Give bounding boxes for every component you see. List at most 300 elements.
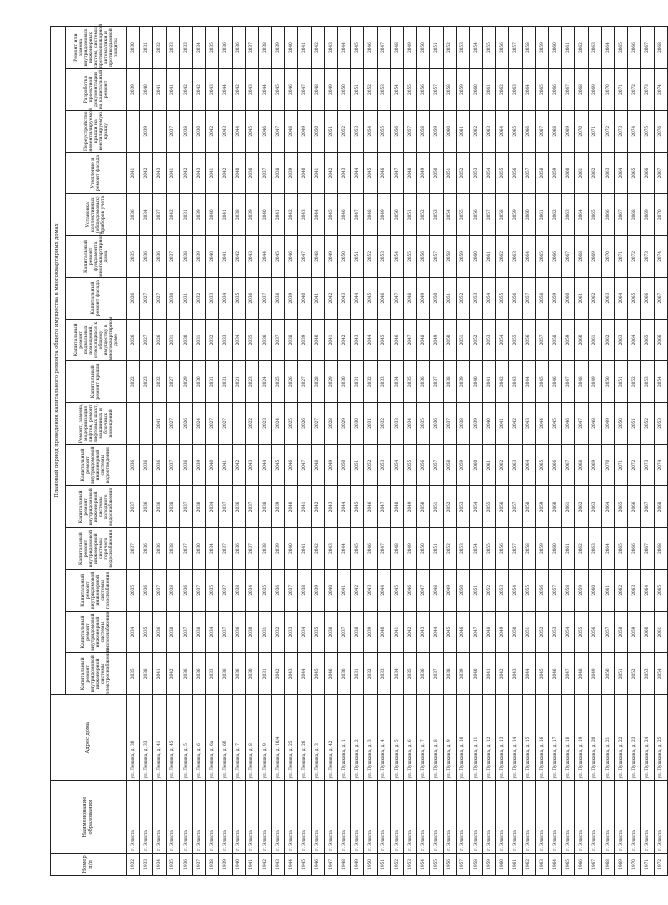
- row-year-cell: 2025: [285, 403, 298, 445]
- row-year-cell: 2037: [258, 277, 271, 319]
- row-year-cell: 2046: [456, 611, 469, 653]
- row-year-cell: 2042: [166, 194, 179, 236]
- row-year-cell: 2040: [311, 319, 324, 361]
- row-year-cell: 2053: [351, 110, 364, 152]
- row-year-cell: 2051: [469, 569, 482, 611]
- row-year-cell: 2033: [179, 27, 192, 69]
- row-year-cell: 2054: [364, 110, 377, 152]
- row-year-cell: 2037: [179, 486, 192, 528]
- row-year-cell: 2069: [588, 236, 601, 278]
- row-year-cell: 2065: [535, 236, 548, 278]
- row-year-cell: 2062: [588, 152, 601, 194]
- row-year-cell: 2053: [654, 403, 667, 445]
- row-year-cell: 2059: [509, 194, 522, 236]
- table-row: [127, 27, 140, 876]
- row-year-cell: 2066: [641, 152, 654, 194]
- row-year-cell: 2045: [272, 236, 285, 278]
- row-year-cell: 2046: [285, 69, 298, 111]
- table-row: [456, 27, 469, 876]
- table-row: [364, 27, 377, 876]
- row-year-cell: 2034: [206, 486, 219, 528]
- row-year-cell: 2032: [206, 319, 219, 361]
- row-year-cell: 2051: [456, 319, 469, 361]
- header-column: Капитальный ремонт внутридомовой инженерной системы теплоснабжения: [66, 611, 127, 653]
- row-year-cell: 2041: [272, 194, 285, 236]
- row-number: 1952: [390, 853, 403, 875]
- row-year-cell: 2048: [403, 152, 416, 194]
- row-year-cell: 2045: [443, 611, 456, 653]
- row-year-cell: 2061: [562, 27, 575, 69]
- row-year-cell: 2055: [456, 194, 469, 236]
- rotated-table-wrapper: [50, 23, 663, 876]
- row-address: ул. Ленина, д. 30: [127, 695, 140, 781]
- row-year-cell: 2030: [192, 361, 205, 403]
- row-year-cell: 2038: [272, 277, 285, 319]
- row-number: 1938: [206, 853, 219, 875]
- row-year-cell: 2048: [311, 69, 324, 111]
- row-year-cell: 2030: [192, 110, 205, 152]
- row-year-cell: 2038: [166, 611, 179, 653]
- row-year-cell: 2044: [338, 528, 351, 570]
- row-address: ул. Пушкина, д. 11: [469, 695, 482, 781]
- row-year-cell: 2050: [417, 528, 430, 570]
- row-municipality: г. Элиста: [127, 781, 140, 853]
- row-year-cell: 2054: [509, 569, 522, 611]
- row-year-cell: 2039: [285, 152, 298, 194]
- row-year-cell: 2063: [588, 528, 601, 570]
- row-year-cell: 2034: [245, 569, 258, 611]
- row-municipality: г. Элиста: [192, 781, 205, 853]
- row-year-cell: 2030: [192, 528, 205, 570]
- row-year-cell: 2056: [390, 110, 403, 152]
- row-year-cell: 2054: [390, 236, 403, 278]
- row-year-cell: 2043: [298, 194, 311, 236]
- row-number: 1951: [377, 853, 390, 875]
- header-column: Капитальный ремонт внутридомовой инженерной системы водоотведения: [66, 444, 127, 486]
- row-year-cell: 2035: [258, 569, 271, 611]
- row-municipality: г. Элиста: [285, 781, 298, 853]
- row-year-cell: 2051: [628, 403, 641, 445]
- row-year-cell: 2032: [153, 361, 166, 403]
- row-number: 1947: [324, 853, 337, 875]
- row-year-cell: 2042: [324, 277, 337, 319]
- row-year-cell: 2036: [153, 444, 166, 486]
- header-address: Адрес дома: [51, 695, 127, 781]
- row-year-cell: 2074: [628, 110, 641, 152]
- row-year-cell: 2027: [166, 403, 179, 445]
- table-row: [245, 27, 258, 876]
- row-year-cell: 2037: [219, 486, 232, 528]
- row-year-cell: 2038: [258, 27, 271, 69]
- header-column: Ремонт, замена, модернизация лифтов, ремонт лифтовых шахт, машинных и блочных помещений: [66, 403, 127, 445]
- row-municipality: г. Элиста: [403, 781, 416, 853]
- row-year-cell: 2043: [509, 653, 522, 695]
- row-year-cell: 2043: [245, 236, 258, 278]
- row-address: ул. Пушкина, д. 3: [364, 695, 377, 781]
- row-year-cell: 2072: [628, 69, 641, 111]
- row-year-cell: 2044: [535, 403, 548, 445]
- row-year-cell: 2031: [179, 277, 192, 319]
- row-year-cell: 2036: [127, 194, 140, 236]
- row-number: 1956: [443, 853, 456, 875]
- row-number: 1968: [601, 853, 614, 875]
- row-year-cell: 2037: [166, 110, 179, 152]
- row-year-cell: 2038: [443, 361, 456, 403]
- row-year-cell: 2058: [535, 277, 548, 319]
- row-number: 1972: [654, 853, 667, 875]
- row-year-cell: 2057: [430, 69, 443, 111]
- row-year-cell: 2064: [601, 528, 614, 570]
- row-year-cell: 2051: [324, 110, 337, 152]
- row-year-cell: 2058: [496, 194, 509, 236]
- row-year-cell: 2041: [153, 69, 166, 111]
- row-year-cell: 2049: [601, 403, 614, 445]
- table-row: [140, 27, 153, 876]
- row-year-cell: 2031: [206, 361, 219, 403]
- row-year-cell: 2037: [179, 611, 192, 653]
- row-year-cell: 2027: [153, 277, 166, 319]
- row-number: 1935: [166, 853, 179, 875]
- row-year-cell: 2056: [588, 611, 601, 653]
- row-year-cell: 2061: [575, 277, 588, 319]
- row-municipality: г. Элиста: [430, 781, 443, 853]
- table-row: [628, 27, 641, 876]
- row-municipality: г. Элиста: [628, 781, 641, 853]
- row-year-cell: 2042: [232, 444, 245, 486]
- row-year-cell: 2068: [575, 236, 588, 278]
- row-year-cell: 2067: [562, 236, 575, 278]
- row-municipality: г. Элиста: [219, 781, 232, 853]
- row-year-cell: 2061: [483, 236, 496, 278]
- row-year-cell: 2039: [272, 528, 285, 570]
- row-year-cell: 2046: [377, 277, 390, 319]
- row-year-cell: 2070: [601, 69, 614, 111]
- row-year-cell: 2071: [614, 236, 627, 278]
- row-address: ул. Пушкина, д. 8: [430, 695, 443, 781]
- row-year-cell: 2037: [443, 403, 456, 445]
- row-municipality: г. Элиста: [311, 781, 324, 853]
- row-year-cell: 2050: [417, 27, 430, 69]
- row-year-cell: 2054: [390, 69, 403, 111]
- row-year-cell: 2042: [179, 152, 192, 194]
- row-year-cell: 2043: [338, 152, 351, 194]
- row-municipality: г. Элиста: [153, 781, 166, 853]
- row-year-cell: 2055: [483, 528, 496, 570]
- row-year-cell: 2039: [272, 486, 285, 528]
- row-year-cell: 2036: [232, 27, 245, 69]
- row-municipality: г. Элиста: [417, 781, 430, 853]
- row-number: 1969: [614, 853, 627, 875]
- row-year-cell: 2061: [456, 110, 469, 152]
- row-year-cell: 2063: [509, 69, 522, 111]
- row-year-cell: 2045: [351, 528, 364, 570]
- row-year-cell: 2036: [140, 569, 153, 611]
- row-year-cell: [140, 403, 153, 445]
- row-year-cell: 2044: [219, 69, 232, 111]
- row-year-cell: 2048: [403, 277, 416, 319]
- row-year-cell: 2046: [338, 194, 351, 236]
- row-year-cell: 2029: [324, 361, 337, 403]
- row-year-cell: 2039: [272, 27, 285, 69]
- row-year-cell: 2037: [219, 611, 232, 653]
- row-year-cell: 2059: [549, 277, 562, 319]
- row-year-cell: 2070: [601, 444, 614, 486]
- row-year-cell: 2026: [127, 277, 140, 319]
- row-year-cell: 2074: [654, 444, 667, 486]
- row-year-cell: 2030: [245, 653, 258, 695]
- row-address: ул. Пушкина, д. 18: [562, 695, 575, 781]
- table-row: [443, 27, 456, 876]
- row-year-cell: 2043: [351, 319, 364, 361]
- row-year-cell: 2060: [549, 27, 562, 69]
- row-year-cell: 2066: [641, 277, 654, 319]
- row-address: ул. Пушкина, д. 1: [338, 695, 351, 781]
- row-year-cell: 2047: [575, 403, 588, 445]
- row-year-cell: 2044: [232, 110, 245, 152]
- row-year-cell: 2065: [509, 110, 522, 152]
- row-year-cell: 2054: [562, 611, 575, 653]
- row-year-cell: 2048: [430, 569, 443, 611]
- row-year-cell: 2043: [245, 69, 258, 111]
- row-year-cell: 2062: [614, 569, 627, 611]
- row-year-cell: 2043: [338, 277, 351, 319]
- header-number: Номер п/п: [51, 853, 127, 875]
- row-year-cell: 2049: [403, 27, 416, 69]
- row-year-cell: 2033: [219, 319, 232, 361]
- row-year-cell: 2053: [456, 486, 469, 528]
- row-year-cell: 2029: [179, 361, 192, 403]
- row-year-cell: 2027: [298, 361, 311, 403]
- row-year-cell: 2049: [417, 152, 430, 194]
- row-year-cell: 2035: [127, 653, 140, 695]
- row-year-cell: 2053: [641, 653, 654, 695]
- row-year-cell: 2054: [483, 152, 496, 194]
- row-year-cell: 2063: [588, 27, 601, 69]
- row-year-cell: 2051: [614, 653, 627, 695]
- row-year-cell: 2037: [430, 653, 443, 695]
- row-year-cell: 2027: [166, 361, 179, 403]
- row-year-cell: 2052: [469, 319, 482, 361]
- row-year-cell: 2036: [232, 653, 245, 695]
- row-year-cell: 2056: [496, 486, 509, 528]
- row-year-cell: 2064: [614, 277, 627, 319]
- row-year-cell: 2041: [311, 277, 324, 319]
- row-year-cell: 2046: [377, 152, 390, 194]
- row-municipality: г. Элиста: [614, 781, 627, 853]
- row-year-cell: 2050: [509, 611, 522, 653]
- row-year-cell: 2026: [298, 403, 311, 445]
- row-year-cell: 2048: [390, 486, 403, 528]
- row-year-cell: 2024: [258, 361, 271, 403]
- row-municipality: г. Элиста: [338, 781, 351, 853]
- row-municipality: г. Элиста: [166, 781, 179, 853]
- row-year-cell: 2061: [535, 194, 548, 236]
- table-row: [351, 27, 364, 876]
- row-year-cell: 2041: [166, 69, 179, 111]
- header-column: Капитальный ремонт внутридомовой инженерной системы холодного водоснабжения: [66, 486, 127, 528]
- row-year-cell: 2061: [575, 152, 588, 194]
- row-year-cell: 2064: [522, 236, 535, 278]
- row-year-cell: 2025: [272, 361, 285, 403]
- row-year-cell: 2076: [654, 110, 667, 152]
- row-address: ул. Ленина, д. 6: [192, 695, 205, 781]
- row-year-cell: 2059: [549, 152, 562, 194]
- table-row: [285, 27, 298, 876]
- table-row: [298, 27, 311, 876]
- row-year-cell: 2074: [654, 69, 667, 111]
- row-number: 1942: [258, 853, 271, 875]
- row-number: 1955: [430, 853, 443, 875]
- row-year-cell: 2053: [456, 528, 469, 570]
- row-year-cell: 2040: [285, 486, 298, 528]
- row-year-cell: 2034: [206, 611, 219, 653]
- table-row: [206, 27, 219, 876]
- row-year-cell: 2043: [192, 152, 205, 194]
- row-year-cell: 2054: [654, 653, 667, 695]
- row-year-cell: 2042: [192, 69, 205, 111]
- row-year-cell: 2052: [628, 361, 641, 403]
- row-year-cell: 2034: [192, 27, 205, 69]
- row-municipality: г. Элиста: [562, 781, 575, 853]
- row-address: ул. Пушкина, д. 15: [522, 695, 535, 781]
- row-year-cell: 2044: [522, 361, 535, 403]
- row-year-cell: 2045: [364, 152, 377, 194]
- header-period-group: Плановый период проведения капитального ремонта общего имущества в многоквартирных домах: [51, 27, 66, 695]
- row-year-cell: 2039: [245, 194, 258, 236]
- row-number: 1966: [575, 853, 588, 875]
- row-year-cell: 2041: [153, 653, 166, 695]
- row-year-cell: 2032: [364, 361, 377, 403]
- row-year-cell: 2044: [338, 27, 351, 69]
- row-year-cell: 2044: [298, 653, 311, 695]
- row-year-cell: 2048: [575, 653, 588, 695]
- row-year-cell: 2056: [417, 236, 430, 278]
- row-year-cell: 2035: [206, 569, 219, 611]
- row-year-cell: 2043: [364, 569, 377, 611]
- row-year-cell: 2068: [575, 69, 588, 111]
- row-year-cell: 2063: [628, 569, 641, 611]
- table-row: [219, 27, 232, 876]
- row-year-cell: 2068: [628, 194, 641, 236]
- row-municipality: г. Элиста: [456, 781, 469, 853]
- row-year-cell: 2049: [324, 69, 337, 111]
- row-year-cell: 2059: [535, 27, 548, 69]
- row-year-cell: 2059: [535, 528, 548, 570]
- row-year-cell: 2068: [575, 444, 588, 486]
- row-number: 1963: [535, 853, 548, 875]
- row-year-cell: 2036: [153, 528, 166, 570]
- row-number: 1945: [298, 853, 311, 875]
- row-year-cell: 2064: [628, 319, 641, 361]
- row-year-cell: 2055: [483, 486, 496, 528]
- row-year-cell: 2065: [535, 444, 548, 486]
- row-year-cell: 2034: [403, 403, 416, 445]
- row-year-cell: 2030: [338, 361, 351, 403]
- row-year-cell: 2037: [179, 528, 192, 570]
- row-year-cell: 2034: [298, 611, 311, 653]
- row-year-cell: 2043: [285, 653, 298, 695]
- row-year-cell: 2046: [324, 653, 337, 695]
- row-year-cell: 2063: [614, 319, 627, 361]
- row-year-cell: 2049: [298, 110, 311, 152]
- row-address: ул. Пушкина, д. 19: [575, 695, 588, 781]
- row-year-cell: 2038: [351, 611, 364, 653]
- row-year-cell: 2037: [192, 569, 205, 611]
- row-year-cell: 2045: [390, 569, 403, 611]
- row-year-cell: 2036: [417, 361, 430, 403]
- table-row: [535, 27, 548, 876]
- row-year-cell: 2041: [166, 152, 179, 194]
- row-year-cell: 2064: [601, 486, 614, 528]
- header-column: Ремонт или замена внутридомовых инженерных систем, системы противопожарной автоматики и противодымной защиты: [66, 27, 127, 69]
- row-year-cell: 2022: [245, 403, 258, 445]
- row-year-cell: 2023: [245, 361, 258, 403]
- row-year-cell: 2052: [364, 236, 377, 278]
- row-year-cell: 2038: [285, 319, 298, 361]
- row-year-cell: 2058: [522, 528, 535, 570]
- row-year-cell: 2041: [206, 152, 219, 194]
- row-year-cell: 2039: [456, 653, 469, 695]
- row-year-cell: 2071: [588, 110, 601, 152]
- row-year-cell: 2057: [522, 152, 535, 194]
- row-municipality: г. Элиста: [588, 781, 601, 853]
- row-year-cell: 2040: [206, 194, 219, 236]
- row-year-cell: 2024: [272, 403, 285, 445]
- row-year-cell: 2057: [601, 611, 614, 653]
- row-number: 1937: [192, 853, 205, 875]
- row-year-cell: 2057: [430, 444, 443, 486]
- row-year-cell: 2060: [522, 194, 535, 236]
- row-year-cell: 2047: [377, 486, 390, 528]
- row-year-cell: 2041: [219, 236, 232, 278]
- row-municipality: г. Элиста: [575, 781, 588, 853]
- row-year-cell: 2053: [496, 569, 509, 611]
- row-address: ул. Пушкина, д. 13: [496, 695, 509, 781]
- row-year-cell: 2031: [140, 27, 153, 69]
- row-year-cell: 2052: [338, 110, 351, 152]
- row-year-cell: 2072: [601, 110, 614, 152]
- row-number: 1964: [549, 853, 562, 875]
- row-year-cell: 2053: [469, 152, 482, 194]
- row-address: ул. Ленина, д. 45: [166, 695, 179, 781]
- row-number: 1959: [483, 853, 496, 875]
- row-year-cell: 2060: [549, 486, 562, 528]
- row-year-cell: 2031: [166, 319, 179, 361]
- row-year-cell: 2038: [179, 236, 192, 278]
- row-year-cell: 2064: [641, 569, 654, 611]
- row-year-cell: 2036: [140, 486, 153, 528]
- row-year-cell: 2060: [575, 319, 588, 361]
- row-year-cell: 2067: [562, 69, 575, 111]
- row-year-cell: 2034: [140, 194, 153, 236]
- row-year-cell: 2067: [654, 277, 667, 319]
- row-year-cell: 2048: [311, 444, 324, 486]
- row-number: 1967: [588, 853, 601, 875]
- row-year-cell: 2060: [469, 236, 482, 278]
- row-year-cell: 2036: [245, 152, 258, 194]
- row-year-cell: 2035: [127, 236, 140, 278]
- row-year-cell: 2041: [324, 319, 337, 361]
- row-year-cell: 2048: [575, 361, 588, 403]
- row-year-cell: 2053: [377, 444, 390, 486]
- row-year-cell: 2062: [496, 444, 509, 486]
- row-year-cell: 2062: [549, 194, 562, 236]
- row-year-cell: 2030: [245, 611, 258, 653]
- row-year-cell: 2026: [179, 403, 192, 445]
- row-year-cell: 2047: [562, 361, 575, 403]
- row-year-cell: 2030: [127, 27, 140, 69]
- row-year-cell: 2045: [272, 444, 285, 486]
